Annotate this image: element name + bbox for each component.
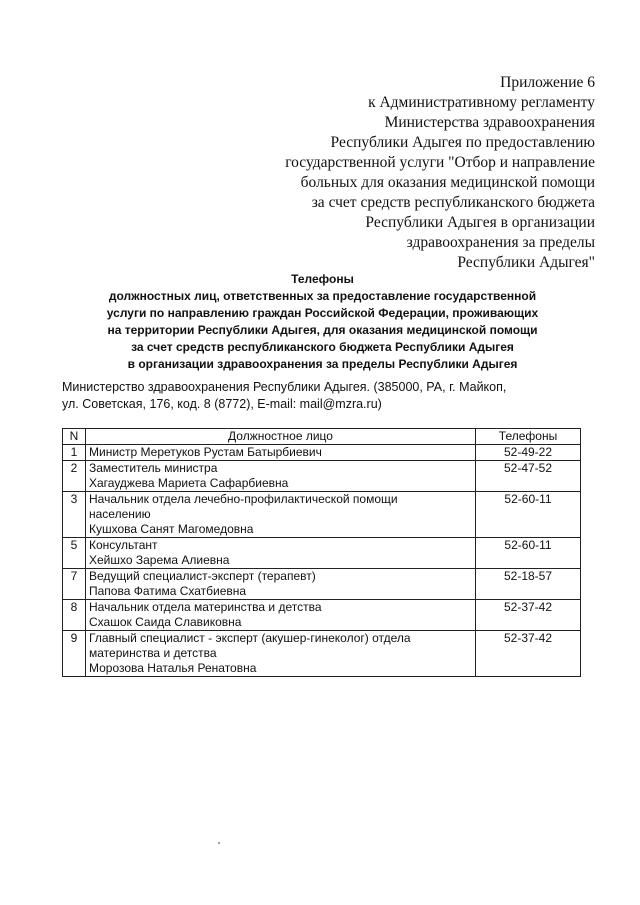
row-phone: 52-60-11 — [476, 492, 581, 538]
table-row — [63, 569, 581, 600]
person-line: Консультант — [89, 538, 158, 552]
row-number: 8 — [63, 600, 86, 631]
scan-speck — [218, 842, 220, 844]
row-number: 2 — [63, 461, 86, 492]
person-line: Хагауджева Мариета Сафарбиевна — [89, 476, 289, 490]
table-row — [63, 600, 581, 631]
title-line: за счет средств республиканского бюджета Республики Адыгея — [131, 340, 514, 354]
table-row — [63, 492, 581, 538]
row-person — [86, 461, 476, 492]
row-phone: 52-60-11 — [476, 538, 581, 569]
table-row — [63, 631, 581, 677]
title-line: услуги по направлению граждан Российской Федерации, проживающих — [106, 306, 539, 320]
person-line: Кушхова Санят Магомедовна — [89, 522, 254, 536]
row-person — [86, 492, 476, 538]
person-line: Морозова Наталья Ренатовна — [89, 661, 257, 675]
row-phone: 52-47-52 — [476, 461, 581, 492]
row-number: 1 — [63, 445, 86, 461]
row-phone: 52-18-57 — [476, 569, 581, 600]
appendix-note — [235, 73, 595, 273]
person-line: Папова Фатима Схатбиевна — [89, 584, 247, 598]
person-line: Главный специалист - эксперт (акушер-гинеколог) отдела — [89, 631, 411, 645]
row-person — [86, 569, 476, 600]
table-row — [63, 538, 581, 569]
person-line: Хейшхо Зарема Алиевна — [89, 553, 230, 567]
person-line: Министр Меретуков Рустам Батырбиевич — [89, 445, 322, 459]
row-number: 9 — [63, 631, 86, 677]
appendix-line: больных для оказания медицинской помощи — [300, 174, 595, 191]
row-person — [86, 538, 476, 569]
appendix-line: Министерства здравоохранения — [384, 114, 595, 131]
row-number: 3 — [63, 492, 86, 538]
row-person — [86, 600, 476, 631]
table-row — [63, 461, 581, 492]
row-person — [86, 445, 476, 461]
person-line: Ведущий специалист-эксперт (терапевт) — [89, 569, 316, 583]
ministry-address-line: ул. Советская, 176, код. 8 (8772), E-mail: mail@mzra.ru) — [62, 397, 382, 411]
title-line: на территории Республики Адыгея, для оказания медицинской помощи — [107, 323, 538, 337]
row-person — [86, 631, 476, 677]
table-row — [63, 445, 581, 461]
column-header-person: Должностное лицо — [86, 429, 476, 445]
table-header-row — [63, 429, 581, 445]
person-line: населению — [89, 507, 151, 521]
person-line: Схашок Саида Славиковна — [89, 615, 242, 629]
ministry-contact — [62, 379, 602, 413]
title-line: Телефоны — [291, 272, 354, 286]
title-line: в организации здравоохранения за пределы Республики Адыгея — [127, 357, 518, 371]
row-phone: 52-49-22 — [476, 445, 581, 461]
person-line: Начальник отдела материнства и детства — [89, 600, 322, 614]
column-header-phone: Телефоны — [476, 429, 581, 445]
appendix-line: здравоохранения за пределы — [406, 234, 595, 251]
title-line: должностных лиц, ответственных за предоставление государственной — [108, 289, 537, 303]
row-phone: 52-37-42 — [476, 631, 581, 677]
phones-table — [62, 428, 581, 677]
row-phone: 52-37-42 — [476, 600, 581, 631]
ministry-address-line: Министерство здравоохранения Республики Адыгея. (385000, РА, г. Майкоп, — [62, 380, 507, 394]
appendix-line: к Административному регламенту — [368, 94, 595, 111]
row-number: 5 — [63, 538, 86, 569]
appendix-line: Республики Адыгея" — [457, 254, 595, 271]
appendix-line: Приложение 6 — [500, 74, 595, 91]
column-header-num: N — [63, 429, 86, 445]
appendix-line: Республики Адыгея по предоставлению — [330, 134, 595, 151]
person-line: Заместитель министра — [89, 461, 218, 475]
row-number: 7 — [63, 569, 86, 600]
person-line: Начальник отдела лечебно-профилактической помощи — [89, 492, 398, 506]
appendix-line: Республики Адыгея в организации — [365, 214, 595, 231]
document-title — [60, 271, 585, 373]
appendix-line: государственной услуги "Отбор и направление — [285, 154, 595, 171]
person-line: материнства и детства — [89, 646, 217, 660]
appendix-line: за счет средств республиканского бюджета — [311, 194, 595, 211]
